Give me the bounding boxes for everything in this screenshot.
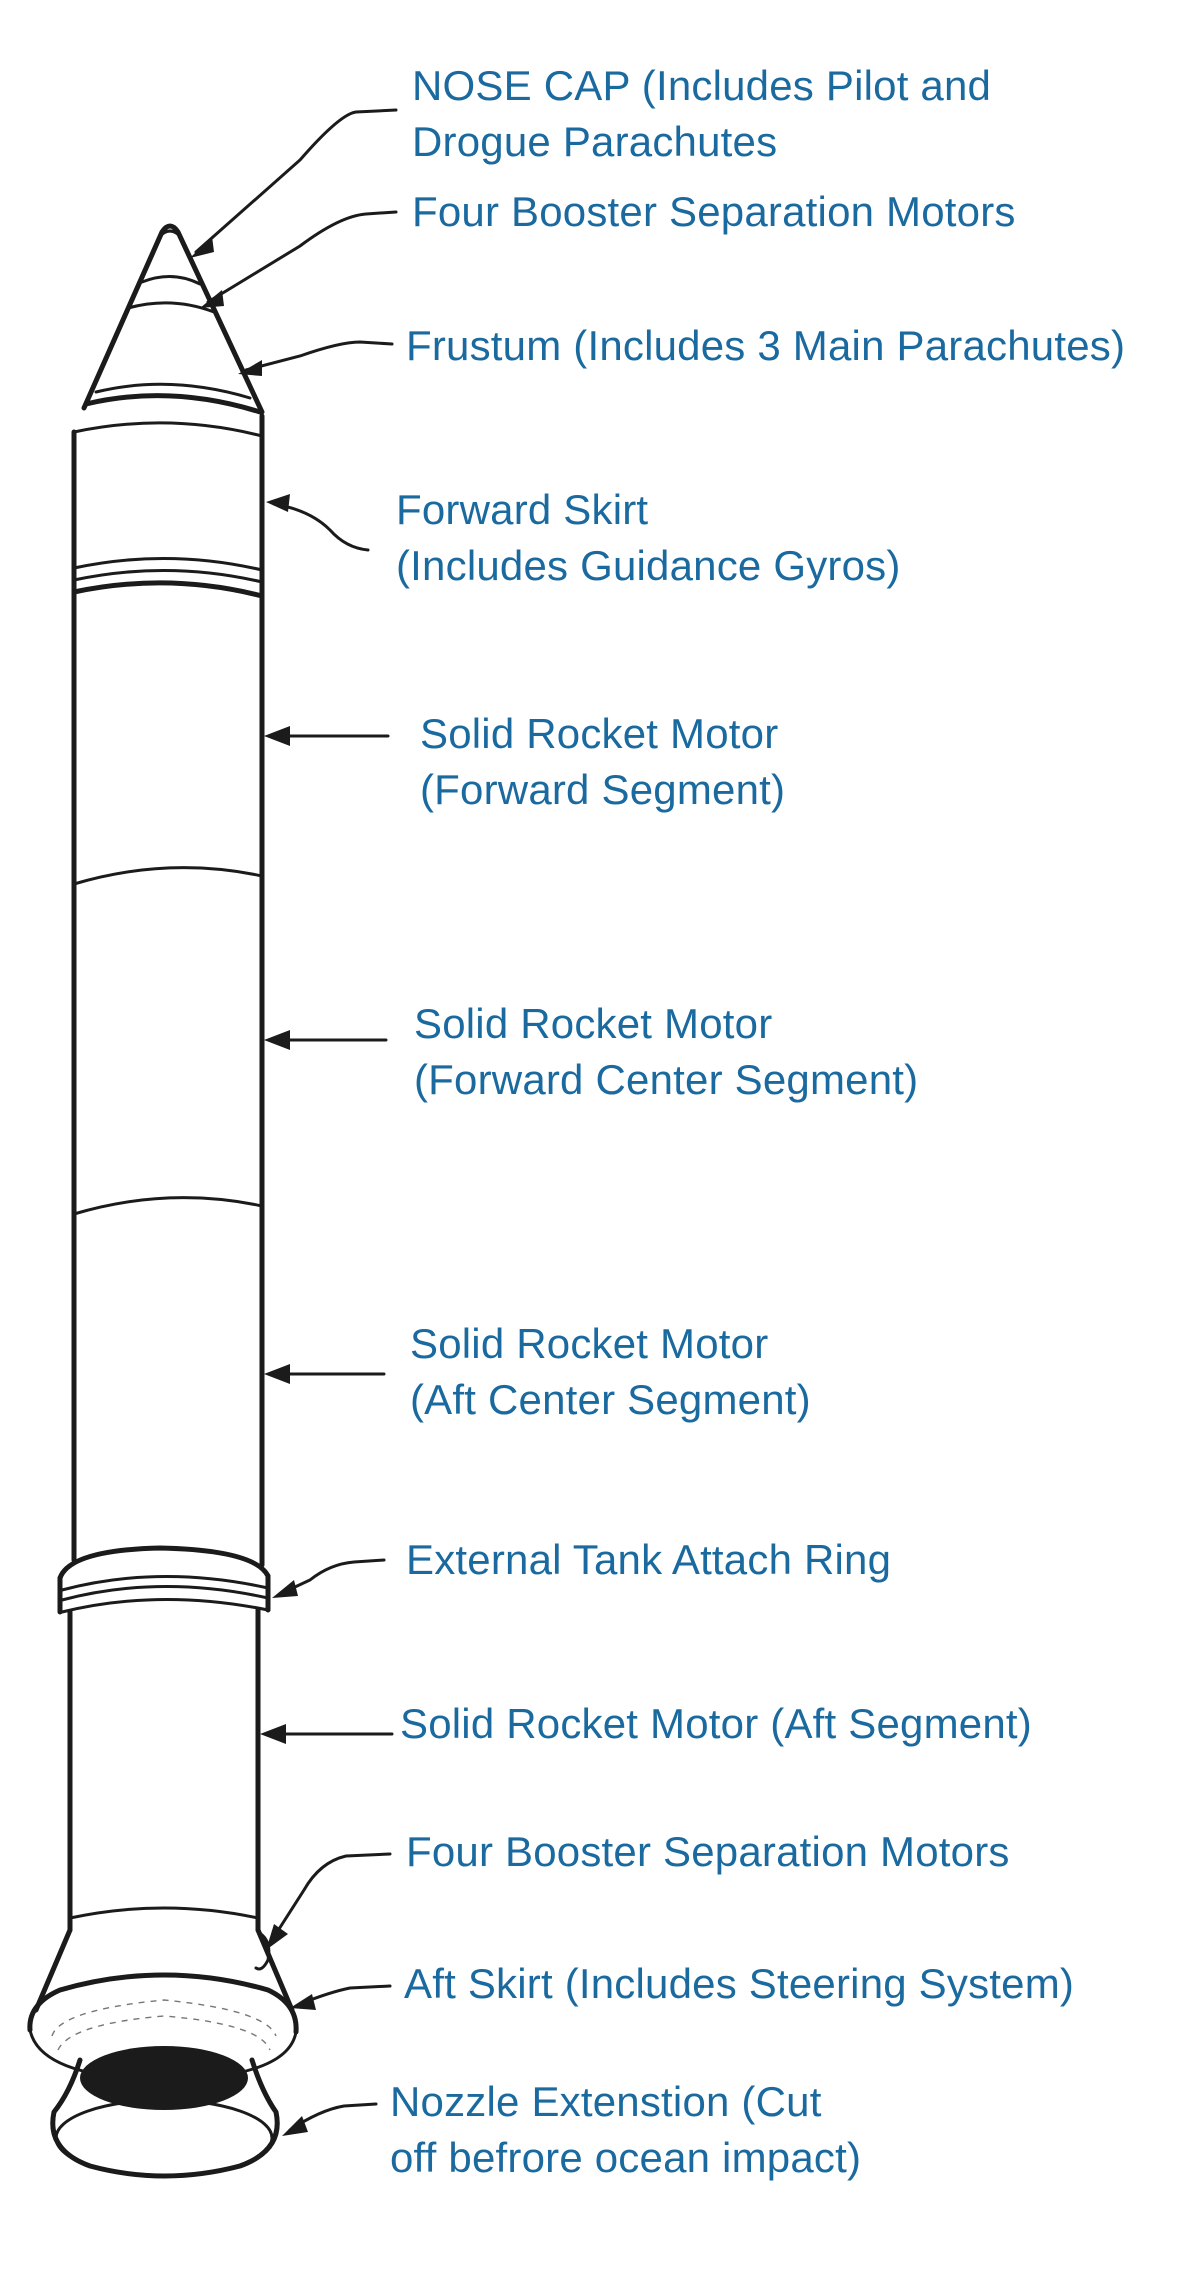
label-srm-forward-line-2: (Forward Segment) — [420, 766, 786, 813]
arrow-aft-skirt — [290, 1994, 316, 2010]
label-nozzle-extension-line-1: Nozzle Extenstion (Cut — [390, 2078, 822, 2125]
label-forward-skirt-line-2: (Includes Guidance Gyros) — [396, 542, 901, 589]
arrow-srm-forward — [264, 726, 290, 746]
arrow-srm-forward-center — [264, 1030, 290, 1050]
label-srm-aft — [400, 1696, 1032, 1752]
label-srm-forward-center-line-1: Solid Rocket Motor — [414, 1000, 773, 1047]
label-separation-motors-aft — [406, 1824, 1010, 1880]
nozzle-extension — [53, 2046, 277, 2176]
arrow-srm-aft — [260, 1724, 286, 1744]
label-aft-skirt-line-1: Aft Skirt (Includes Steering System) — [404, 1960, 1075, 2007]
nose-cone — [84, 226, 262, 412]
label-nose-cap-line-1: NOSE CAP (Includes Pilot and — [412, 62, 992, 109]
label-forward-skirt-line-1: Forward Skirt — [396, 486, 649, 533]
arrow-srm-aft-center — [264, 1364, 290, 1384]
label-nozzle-extension — [390, 2074, 861, 2186]
label-nose-cap-line-2: Drogue Parachutes — [412, 118, 778, 165]
label-srm-forward-center-line-2: (Forward Center Segment) — [414, 1056, 919, 1103]
label-frustum — [406, 318, 1125, 374]
label-srm-aft-line-1: Solid Rocket Motor (Aft Segment) — [400, 1700, 1032, 1747]
label-separation-motors-fwd-line-1: Four Booster Separation Motors — [412, 188, 1016, 235]
arrow-forward-skirt — [266, 494, 290, 512]
label-frustum-line-1: Frustum (Includes 3 Main Parachutes) — [406, 322, 1126, 369]
label-srm-aft-center-line-1: Solid Rocket Motor — [410, 1320, 769, 1367]
leader-lines — [190, 110, 396, 2136]
arrow-attach-ring — [272, 1580, 298, 1598]
leader-separation-motors-aft — [272, 1854, 390, 1940]
arrow-nose-cap — [190, 236, 214, 258]
label-attach-ring — [406, 1532, 891, 1588]
motor-body — [74, 592, 262, 1565]
label-srm-aft-center-line-2: (Aft Center Segment) — [410, 1376, 811, 1423]
label-forward-skirt — [396, 482, 901, 594]
label-srm-forward-center — [414, 996, 918, 1108]
label-nozzle-extension-line-2: off befrore ocean impact) — [390, 2134, 862, 2181]
label-srm-aft-center — [410, 1316, 811, 1428]
leader-separation-motors-fwd — [208, 212, 396, 302]
arrow-nozzle — [282, 2116, 308, 2136]
forward-skirt — [74, 416, 262, 596]
leader-frustum — [246, 342, 392, 370]
label-attach-ring-line-1: External Tank Attach Ring — [406, 1536, 892, 1583]
label-srm-forward-line-1: Solid Rocket Motor — [420, 710, 779, 757]
arrow-separation-motors-aft — [266, 1924, 288, 1950]
attach-ring — [60, 1548, 268, 1612]
label-separation-motors-fwd — [412, 184, 1016, 240]
label-nose-cap — [412, 58, 991, 170]
label-aft-skirt — [404, 1956, 1074, 2012]
aft-segment — [70, 1610, 269, 1969]
label-srm-forward — [420, 706, 785, 818]
leader-nose-cap — [196, 110, 396, 252]
label-separation-motors-aft-line-1: Four Booster Separation Motors — [406, 1828, 1010, 1875]
